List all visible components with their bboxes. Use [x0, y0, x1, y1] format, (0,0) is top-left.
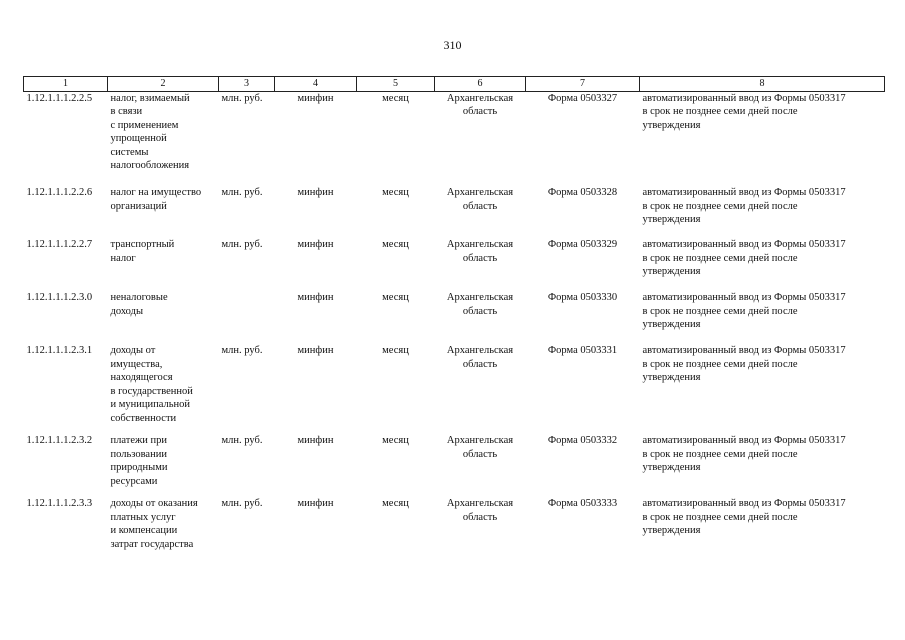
unit-cell: млн. руб.	[221, 498, 263, 509]
period-cell: месяц	[382, 435, 409, 446]
source-cell: минфин	[297, 345, 334, 356]
indicator-code: 1.12.1.1.1.2.3.1	[26, 345, 93, 356]
form-cell: Форма 0503328	[547, 187, 618, 198]
method-cell: автоматизированный ввод из Формы 0503317 в срок не позднее семи дней после утверждения	[642, 92, 846, 131]
unit-cell: млн. руб.	[221, 435, 263, 446]
method-cell: автоматизированный ввод из Формы 0503317 в срок не позднее семи дней после утверждения	[642, 292, 846, 330]
region-cell: Архангельская область	[446, 92, 514, 117]
indicator-name: доходы от оказания платных услуг и компенсации затрат государства	[110, 498, 198, 550]
header-row	[24, 77, 885, 92]
indicator-code: 1.12.1.1.1.2.2.7	[26, 239, 93, 250]
page-number: 310	[443, 38, 462, 52]
indicator-code: 1.12.1.1.1.2.3.0	[26, 292, 93, 303]
indicator-name: платежи при пользовании природными ресурсами	[110, 435, 168, 487]
method-cell: автоматизированный ввод из Формы 0503317 в срок не позднее семи дней после утверждения	[642, 435, 846, 473]
period-cell: месяц	[382, 345, 409, 356]
region-cell: Архангельская область	[446, 345, 514, 370]
region-cell: Архангельская область	[446, 498, 514, 523]
column-header: 8	[640, 77, 885, 92]
table-row	[24, 238, 885, 291]
unit-cell: млн. руб.	[221, 92, 263, 104]
indicator-code: 1.12.1.1.1.2.3.3	[26, 498, 93, 509]
table-row	[24, 434, 885, 497]
period-cell: месяц	[382, 187, 409, 198]
unit-cell	[219, 291, 275, 344]
period-cell: месяц	[382, 92, 409, 104]
column-header: 3	[219, 77, 275, 92]
period-cell: месяц	[382, 498, 409, 509]
column-header: 5	[357, 77, 435, 92]
region-cell: Архангельская область	[446, 187, 514, 212]
unit-cell: млн. руб.	[221, 345, 263, 356]
source-cell: минфин	[297, 92, 334, 104]
column-header: 7	[526, 77, 640, 92]
method-cell: автоматизированный ввод из Формы 0503317 в срок не позднее семи дней после утверждения	[642, 345, 846, 383]
indicators-table	[23, 76, 885, 557]
period-cell: месяц	[382, 292, 409, 303]
indicator-code: 1.12.1.1.1.2.3.2	[26, 435, 93, 446]
column-header: 1	[24, 77, 108, 92]
column-header: 4	[275, 77, 357, 92]
form-cell: Форма 0503333	[547, 498, 618, 509]
table-row	[24, 497, 885, 557]
source-cell: минфин	[297, 435, 334, 446]
source-cell: минфин	[297, 498, 334, 509]
column-header: 2	[108, 77, 219, 92]
region-cell: Архангельская область	[446, 292, 514, 317]
unit-cell: млн. руб.	[221, 187, 263, 198]
form-cell: Форма 0503330	[547, 292, 618, 303]
table-row	[24, 186, 885, 238]
form-cell: Форма 0503331	[547, 345, 618, 356]
source-cell: минфин	[297, 239, 334, 250]
table-row	[24, 344, 885, 434]
table-row	[24, 291, 885, 344]
indicator-code: 1.12.1.1.1.2.2.6	[26, 187, 93, 198]
unit-cell: млн. руб.	[221, 239, 263, 250]
column-header: 6	[435, 77, 526, 92]
indicator-name: налог на имущество организаций	[110, 187, 202, 212]
period-cell: месяц	[382, 239, 409, 250]
indicator-name: неналоговые доходы	[110, 292, 168, 317]
form-cell: Форма 0503332	[547, 435, 618, 446]
indicator-code: 1.12.1.1.1.2.2.5	[26, 92, 93, 104]
method-cell: автоматизированный ввод из Формы 0503317 в срок не позднее семи дней после утверждения	[642, 498, 846, 536]
form-cell: Форма 0503329	[547, 239, 618, 250]
indicator-name: налог, взимаемый в связи с применением упрощенной системы налогообложения	[110, 92, 190, 171]
region-cell: Архангельская область	[446, 239, 514, 264]
indicator-name: доходы от имущества, находящегося в государственной и муниципальной собственности	[110, 345, 193, 424]
indicator-name: транспортный налог	[110, 239, 175, 264]
method-cell: автоматизированный ввод из Формы 0503317 в срок не позднее семи дней после утверждения	[642, 239, 846, 277]
form-cell: Форма 0503327	[547, 92, 618, 104]
table-row	[24, 91, 885, 186]
source-cell: минфин	[297, 187, 334, 198]
region-cell: Архангельская область	[446, 435, 514, 460]
source-cell: минфин	[297, 292, 334, 303]
method-cell: автоматизированный ввод из Формы 0503317 в срок не позднее семи дней после утверждения	[642, 187, 846, 225]
